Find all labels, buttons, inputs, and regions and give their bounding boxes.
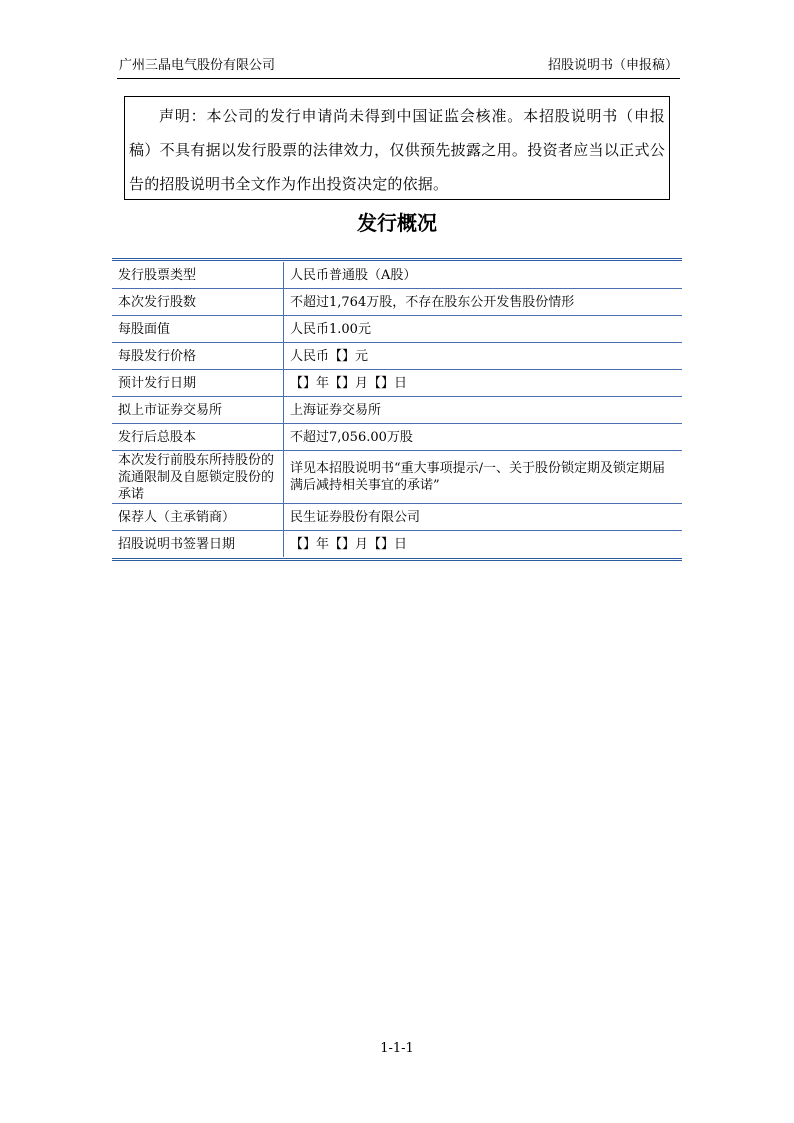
disclaimer-box: [124, 96, 670, 200]
row-value: 不超过1,764万股，不存在股东公开发售股份情形: [284, 289, 683, 316]
page-number: 1-1-1: [380, 1041, 414, 1056]
row-value: 上海证券交易所: [284, 397, 683, 424]
row-value: 人民币普通股（A股）: [284, 262, 683, 289]
row-value: 民生证券股份有限公司: [284, 504, 683, 531]
company-name: 广州三晶电气股份有限公司: [119, 58, 276, 73]
section-title: 发行概况: [357, 211, 437, 235]
document-title: 招股说明书（申报稿）: [547, 58, 678, 73]
offering-overview-table: [112, 258, 682, 561]
row-label: 发行股票类型: [112, 262, 284, 289]
table-row: [112, 262, 682, 289]
table-row: [112, 504, 682, 531]
row-label: 预计发行日期: [112, 370, 284, 397]
row-label: 保荐人（主承销商）: [112, 504, 284, 531]
row-value: 人民币【】元: [284, 343, 683, 370]
table-row: [112, 343, 682, 370]
row-label: 本次发行前股东所持股份的流通限制及自愿锁定股份的承诺: [112, 451, 284, 504]
table-row: [112, 316, 682, 343]
page-header: [117, 56, 680, 79]
row-value: 详见本招股说明书“重大事项提示/一、关于股份锁定期及锁定期届满后减持相关事宜的承诺”: [284, 451, 683, 504]
row-value: 人民币1.00元: [284, 316, 683, 343]
disclaimer-text: 声明：本公司的发行申请尚未得到中国证监会核准。本招股说明书（申报稿）不具有据以发行股票的法律效力，仅供预先披露之用。投资者应当以正式公告的招股说明书全文作为作出投资决定的依据。: [129, 107, 665, 193]
table-row: [112, 531, 682, 558]
table-row: [112, 424, 682, 451]
row-label: 招股说明书签署日期: [112, 531, 284, 558]
table-row: [112, 289, 682, 316]
table-row: [112, 451, 682, 504]
row-label: 拟上市证券交易所: [112, 397, 284, 424]
row-value: 【】年【】月【】日: [284, 370, 683, 397]
table-row: [112, 370, 682, 397]
row-label: 每股面值: [112, 316, 284, 343]
row-label: 发行后总股本: [112, 424, 284, 451]
row-value: 不超过7,056.00万股: [284, 424, 683, 451]
row-label: 本次发行股数: [112, 289, 284, 316]
row-label: 每股发行价格: [112, 343, 284, 370]
row-value: 【】年【】月【】日: [290, 536, 408, 552]
table-row: [112, 397, 682, 424]
